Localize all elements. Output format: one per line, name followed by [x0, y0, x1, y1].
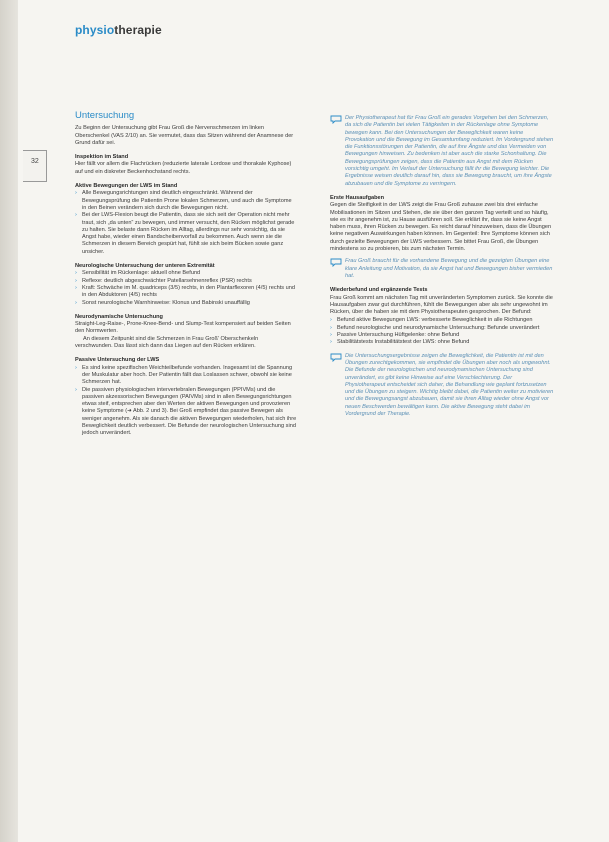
list-item: › Die passiven physiologischen intervertebralen Bewegungen (PPIVMs) und die passiven akzessorischen Bewegungen (PAIVMs) sind in allen Bewegungsrichtungen etwas steif, entsprechen aber den Werten der aktiven Bewegungen und provozieren keine Symptome (➜ Abb. 2 und 3). Bei Groß empfindet das passive Bewegen als weniger angenehm. Als sie danach die aktiven Bewegungen wiederholen, hat sich ihre Beweglichkeit deutlich verbessert. Die Befunde der neurologischen Untersuchung sind jedoch unverändert. [82, 387, 297, 438]
list-item: › Es sind keine spezifischen Weichteilbefunde vorhanden. Insgesamt ist die Spannung der Muskulatur aber hoch. Der Patientin fällt das Loslassen schwer, obwohl sie keine Schmerzen hat. [82, 365, 297, 387]
page-fold-shadow [0, 0, 18, 842]
list-item: › Befund neurologische und neurodynamische Untersuchung: Befunde unverändert [337, 325, 554, 332]
neurodynamic-heading: Neurodynamische Untersuchung [75, 313, 163, 320]
note-text: Frau Groß braucht für die vorhandene Bewegung und die gezeigten Übungen eine klare Anleitung und Motivation, da sie Angst hat und Bewegungen bisher vermieden hat. [345, 258, 553, 279]
neuro-exam-list [75, 270, 297, 306]
reassessment-list [330, 317, 554, 346]
intro-paragraph: Zu Beginn der Untersuchung gibt Frau Groß die Nervenschmerzen im linken Oberschenkel (VAS 2/10) an. Sie vermutet, dass das Sitzen während der Anamnese der Grund dafür sei. [75, 125, 294, 146]
right-column [330, 115, 554, 425]
active-movements-list [75, 190, 297, 256]
reassessment-text: Frau Groß kommt am nächsten Tag mit unveränderten Symptomen zurück. Sie konnte die Hausaufgaben zwar gut durchführen, fühlt die Bewegungen aber als sehr ungewohnt im Rücken, über die haben sie mit dem Physiotherapeuten gesprochen. Der Befund: [330, 294, 553, 316]
list-item: › Stabilitätstests Instabilitätstest der LWS: ohne Befund [337, 339, 554, 346]
inspection-heading: Inspektion im Stand [75, 154, 129, 161]
therapist-note-3 [330, 353, 554, 419]
list-item: › Sensibilität im Rückenlage: aktuell ohne Befund [82, 270, 297, 277]
header-part1: physio [75, 23, 115, 37]
passive-exam-list [75, 365, 297, 438]
page-number-tab [23, 150, 47, 182]
inspection-text: Hier fällt vor allem die Flachrücken (reduzierte laterale Lordose und thorakale Kyphose) auf und ein diskreter Beckenhochstand rechts. [75, 161, 292, 175]
passive-exam-heading: Passive Untersuchung der LWS [75, 357, 160, 364]
list-item: › Befund aktive Bewegungen LWS: verbesserte Beweglichkeit in alle Richtungen [337, 317, 554, 324]
neurodynamic-text-1: Straight-Leg-Raise-, Prone-Knee-Bend- und Slump-Test kompensiert auf beiden Seiten den Normwerten. [75, 321, 291, 335]
reassessment-heading: Wiederbefund und ergänzende Tests [330, 287, 428, 294]
homework-heading: Erste Hausaufgaben [330, 194, 385, 201]
list-item: › Passive Untersuchung Hüftgelenke: ohne Befund [337, 332, 554, 339]
note-text: Die Untersuchungsergebnisse zeigen die Beweglichkeit, die Patientin ist mit den Übungen zurechtgekommen, sie empfindet die Übungen aber noch als ungewohnt. Die Befunde der neurologischen und neurodynamischen Untersuchung sind unverändert, es gibt keine Hinweise auf eine Verschlechterung. Der Physiotherapeut entscheidet sich daher, die Behandlung wie geplant fortzusetzen und die Übungen zu steigern. Wichtig bleibt dabei, die Patientin weiter zu motivieren und die Bewegungsangst abzubauen, damit sie ihren Alltag wieder ohne Angst vor neuen Beschwerden bewältigen kann. Die aktive Bewegung steht dabei im Vordergrund der Therapie. [345, 352, 554, 417]
active-movements-heading: Aktive Bewegungen der LWS im Stand [75, 183, 178, 190]
therapist-note-1 [330, 115, 554, 188]
therapist-note-2 [330, 258, 554, 280]
list-item: › Sonst neurologische Warnhinweise: Klonus und Babinski unauffällig [82, 300, 297, 307]
note-text: Der Physiotherapeut hat für Frau Groß ein gerades Vorgehen bei den Schmerzen, da sich die Patientin bei vielen Tätigkeiten in der Rückenlage ohne Symptome bewegen kann. Bei den Untersuchungen der Beweglichkeit waren keine Provokation und die Bewegung im Gesamtumfang reduziert. Im Vordergrund stehen die Funktionsstörungen der Patientin, die auf ihre Ängste und das Vermeiden von Bewegungen hinweisen. Zu bedenken ist aber auch die starke Schonhaltung. Die Bewegungsprüfungen zeigen, dass die Patientin aus Angst mit dem Rücken vorsichtig umgeht. Im Verlauf der Untersuchung fällt ihr die Bewegung leichter. Die Ergebnisse weisen deutlich darauf hin, dass sie Bewegung braucht, um ihre Ängste abzubauen und die Symptome zu verringern. [345, 115, 554, 187]
homework-text: Gegen die Steifigkeit in der LWS zeigt die Frau Groß zuhause zwei bis drei einfache Mobilisationen im Sitzen und Stehen, die sie über den ganzen Tag verteilt und so häufig, wie es ihr angenehm ist, zu Hause ausführen soll. Sie erklärt ihr, dass sie keine Angst haben muss, ihren Rücken zu bewegen. Es reicht darauf hinzuweisen, dass die Übungen keine negativen Auswirkungen haben können. Im Gegenteil: Ihre Symptome können sich durch gezielte Bewegungen der LWS verbessern. Sie bittet Frau Groß, die Übungen mindestens so zu probieren, bis zum nächsten Termin. [330, 202, 552, 253]
page-number: 32 [31, 158, 39, 165]
speech-bubble-icon [330, 115, 342, 124]
list-item: › Kraft: Schwäche im M. quadriceps (3/5) rechts, in den Plantarflexoren (4/5) rechts und in den Abduktoren (4/5) rechts [82, 285, 297, 300]
section-title: Untersuchung [75, 110, 135, 121]
header-part2: therapie [114, 23, 162, 37]
journal-header [75, 23, 162, 37]
list-item: › Reflexe: deutlich abgeschwächter Patellarsehnenreflex (PSR) rechts [82, 278, 297, 285]
left-column [75, 112, 297, 441]
speech-bubble-icon [330, 353, 342, 362]
neuro-exam-heading: Neurologische Untersuchung der unteren Extremität [75, 263, 215, 270]
neurodynamic-text-2: An diesem Zeitpunkt sind die Schmerzen in Frau Groß' Oberschenkeln verschwunden. Das lässt sich dann das Liegen auf den Rücken erklären. [75, 335, 259, 350]
list-item: › Alle Bewegungsrichtungen sind deutlich eingeschränkt. Während der Bewegungsprüfung die Patientin Prone lokalen Schmerzen, und auch die Symptome in den Beinen verändern sich durch die Bewegungen nicht. [82, 190, 297, 212]
speech-bubble-icon [330, 258, 342, 267]
list-item: › Bei der LWS-Flexion beugt die Patientin, dass sie sich seit der Operation nicht mehr traut, sich „da unten“ zu bewegen, und immer versucht, den Rücken möglichst gerade zu halten. Sie belaste dann Rücken im Alltag, allerdings nur sehr vorsichtig, da sie Angst habe, wieder einen Bandscheibenvorfall zu bekommen. Auch wenn sie die Schmerzen in diesem Bereich gespürt hat, fühlt sie sich beim Bücken sowie ganz unsicher. [82, 212, 297, 256]
